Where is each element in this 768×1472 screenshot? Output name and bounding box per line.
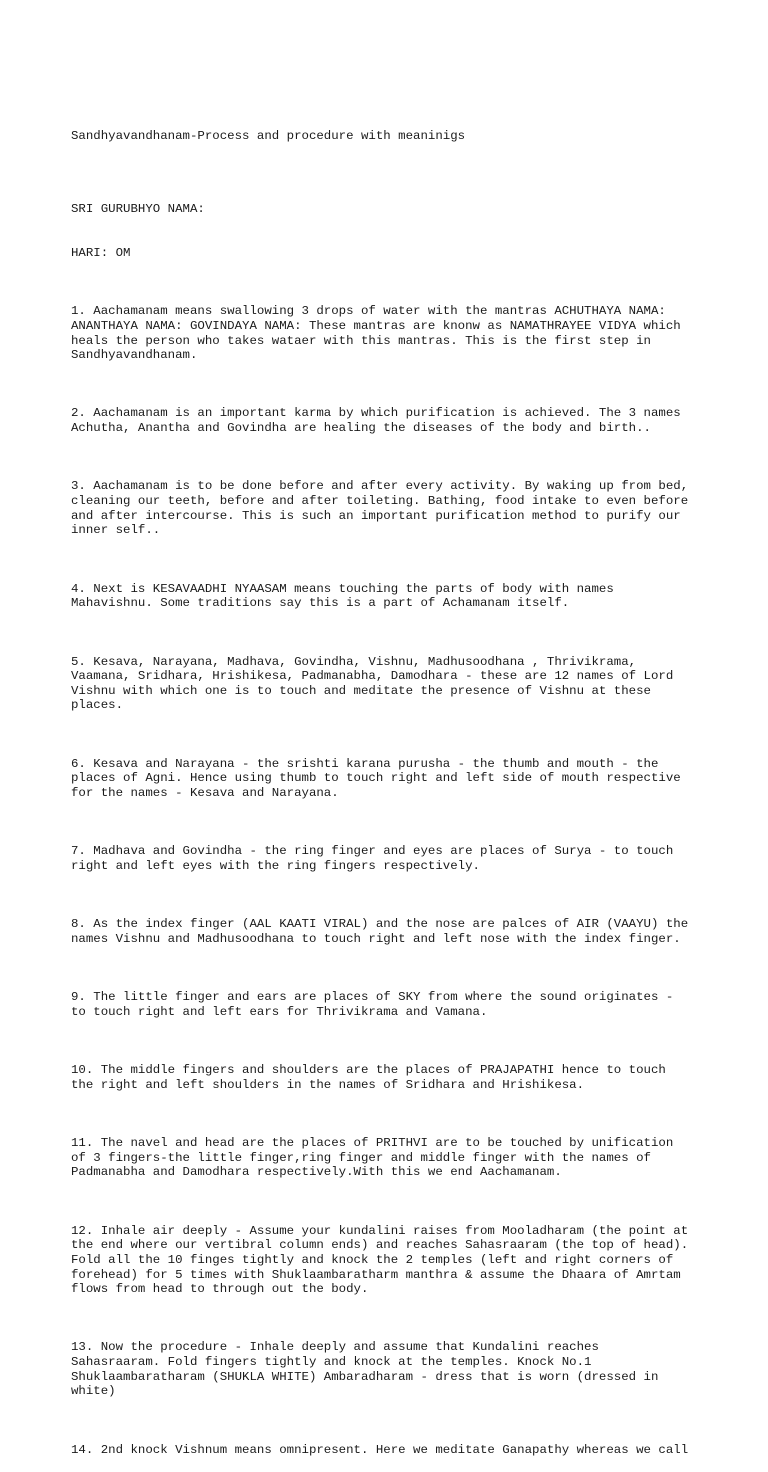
paragraph-11: 11. The navel and head are the places of PRITHVI are to be touched by unification of 3 fingers-the little finger,ring finger and middle finger with the names of Padmanabha and Damodhara respectively.With this we end Aachamanam. bbox=[71, 1136, 674, 1180]
paragraph-6: 6. Kesava and Narayana - the srishti karana purusha - the thumb and mouth - the places of Agni. Hence using thumb to touch right and left side of mouth respective for the names - Kesava and Narayana. bbox=[71, 756, 681, 800]
invocation-line: SRI GURUBHYO NAMA: bbox=[71, 202, 205, 217]
paragraph-2: 2. Aachamanam is an important karma by which purification is achieved. The 3 names Achutha, Anantha and Govindha are healing the diseases of the body and birth.. bbox=[71, 406, 681, 436]
paragraph-3: 3. Aachamanam is to be done before and after every activity. By waking up from bed, cleaning our teeth, before and after toileting. Bathing, food intake to even before and after intercourse. This is such an important purification method to purify our inner self.. bbox=[71, 479, 689, 538]
paragraph-10: 10. The middle fingers and shoulders are the places of PRAJAPATHI hence to touch the right and left shoulders in the names of Sridhara and Hrishikesa. bbox=[71, 1063, 666, 1092]
paragraph-8: 8. As the index finger (AAL KAATI VIRAL) and the nose are palces of AIR (VAAYU) the names Vishnu and Madhusoodhana to touch right and left nose with the index finger. bbox=[71, 917, 689, 946]
paragraph-14: 14. 2nd knock Vishnum means omnipresent. Here we meditate Ganapathy whereas we call bbox=[71, 1442, 689, 1457]
document-page bbox=[71, 100, 711, 1472]
paragraph-9: 9. The little finger and ears are places of SKY from where the sound originates - to touch right and left ears for Thrivikrama and Vamana. bbox=[71, 990, 674, 1019]
paragraph-4: 4. Next is KESAVAADHI NYAASAM means touching the parts of body with names Mahavishnu. Some traditions say this is a part of Achamanam itself. bbox=[71, 581, 614, 611]
invocation-line: HARI: OM bbox=[71, 245, 131, 260]
paragraph-13: 13. Now the procedure - Inhale deeply and assume that Kundalini reaches Sahasraaram. Fold fingers tightly and knock at the temples. Knock No.1 Shuklaambaratharam (SHUKLA WHITE) Ambaradharam - dress that is worn (dressed in white) bbox=[71, 1340, 659, 1399]
paragraph-1: 1. Aachamanam means swallowing 3 drops of water with the mantras ACHUTHAYA NAMA: ANANTHAYA NAMA: GOVINDAYA NAMA: These mantras are knonw as NAMATHRAYEE VIDYA which heals the person who takes wataer with this mantras. This is the first step in Sandhyavandhanam. bbox=[71, 304, 681, 363]
paragraph-7: 7. Madhava and Govindha - the ring finger and eyes are places of Surya - to touch right and left eyes with the ring fingers respectively. bbox=[71, 844, 674, 873]
document-title: Sandhyavandhanam-Process and procedure with meaninigs bbox=[71, 129, 466, 144]
paragraph-5: 5. Kesava, Narayana, Madhava, Govindha, Vishnu, Madhusoodhana , Thrivikrama, Vaamana, Sridhara, Hrishikesa, Padmanabha, Damodhara - these are 12 names of Lord Vishnu with which one is to touch and meditate the presence of Vishnu at these places. bbox=[71, 654, 674, 713]
paragraph-12: 12. Inhale air deeply - Assume your kundalini raises from Mooladharam (the point at the end where our vertibral column ends) and reaches Sahasraaram (the top of head). Fold all the 10 finges tightly and knock the 2 temples (left and right corners of forehead) for 5 times with Shuklaambaratharm manthra & assume the Dhaara of Amrtam flows from head to through out the body. bbox=[71, 1223, 689, 1297]
